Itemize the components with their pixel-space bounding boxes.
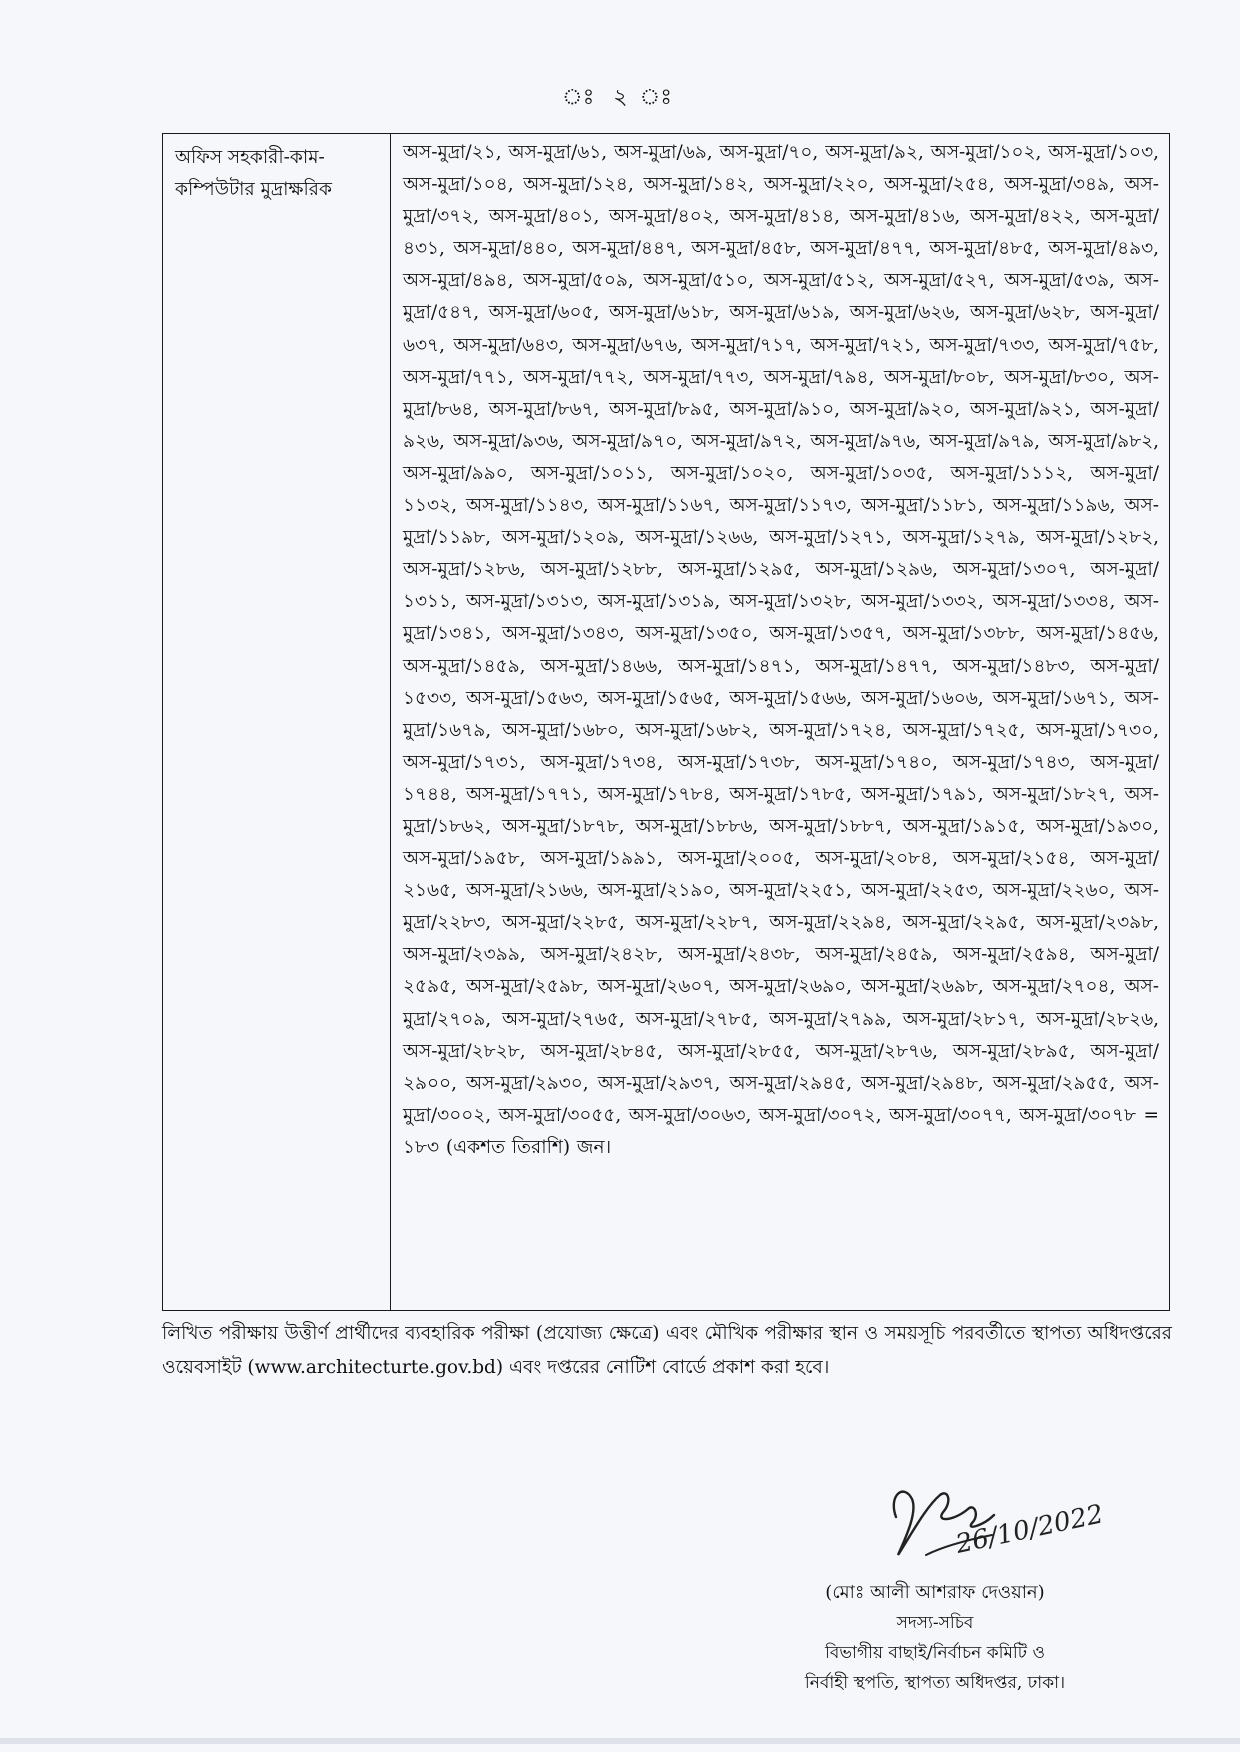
page-bottom-edge	[0, 1738, 1240, 1744]
result-table	[162, 133, 1170, 1311]
signatory-committee: বিভাগীয় বাছাই/নির্বাচন কমিটি ও	[825, 1643, 1045, 1663]
signatory-name: (মোঃ আলী আশরাফ দেওয়ান)	[825, 1582, 1045, 1603]
signatory-block	[770, 1578, 1100, 1698]
exam-notice-paragraph: লিখিত পরীক্ষায় উত্তীর্ণ প্রার্থীদের ব্যবহারিক পরীক্ষা (প্রযোজ্য ক্ষেত্রে) এবং মৌখিক পরীক্ষার স্থান ও সময়সূচি পরবর্তীতে স্থাপত্য অধিদপ্তরের ওয়েবসাইট (www.architecturte.gov.bd) এবং দপ্তরের নোটিশ বোর্ডে প্রকাশ করা হবে।	[162, 1323, 1172, 1378]
post-name: অফিস সহকারী-কাম-কম্পিউটার মুদ্রাক্ষরিক	[175, 147, 332, 200]
roll-numbers-list: অস-মুদ্রা/২১, অস-মুদ্রা/৬১, অস-মুদ্রা/৬৯, অস-মুদ্রা/৭০, অস-মুদ্রা/৯২, অস-মুদ্রা/১০২, অস-মুদ্রা/১০৩, অস-মুদ্রা/১০৪, অস-মুদ্রা/১২৪, অস-মুদ্রা/১৪২, অস-মুদ্রা/২২০, অস-মুদ্রা/২৫৪, অস-মুদ্রা/৩৪৯, অস-মুদ্রা/৩৭২, অস-মুদ্রা/৪০১, অস-মুদ্রা/৪০২, অস-মুদ্রা/৪১৪, অস-মুদ্রা/৪১৬, অস-মুদ্রা/৪২২, অস-মুদ্রা/৪৩১, অস-মুদ্রা/৪৪০, অস-মুদ্রা/৪৪৭, অস-মুদ্রা/৪৫৮, অস-মুদ্রা/৪৭৭, অস-মুদ্রা/৪৮৫, অস-মুদ্রা/৪৯৩, অস-মুদ্রা/৪৯৪, অস-মুদ্রা/৫০৯, অস-মুদ্রা/৫১০, অস-মুদ্রা/৫১২, অস-মুদ্রা/৫২৭, অস-মুদ্রা/৫৩৯, অস-মুদ্রা/৫৪৭, অস-মুদ্রা/৬০৫, অস-মুদ্রা/৬১৮, অস-মুদ্রা/৬১৯, অস-মুদ্রা/৬২৬, অস-মুদ্রা/৬২৮, অস-মুদ্রা/৬৩৭, অস-মুদ্রা/৬৪৩, অস-মুদ্রা/৬৭৬, অস-মুদ্রা/৭১৭, অস-মুদ্রা/৭২১, অস-মুদ্রা/৭৩৩, অস-মুদ্রা/৭৫৮, অস-মুদ্রা/৭৭১, অস-মুদ্রা/৭৭২, অস-মুদ্রা/৭৭৩, অস-মুদ্রা/৭৯৪, অস-মুদ্রা/৮০৮, অস-মুদ্রা/৮৩০, অস-মুদ্রা/৮৬৪, অস-মুদ্রা/৮৬৭, অস-মুদ্রা/৮৯৫, অস-মুদ্রা/৯১০, অস-মুদ্রা/৯২০, অস-মুদ্রা/৯২১, অস-মুদ্রা/৯২৬, অস-মুদ্রা/৯৩৬, অস-মুদ্রা/৯৭০, অস-মুদ্রা/৯৭২, অস-মুদ্রা/৯৭৬, অস-মুদ্রা/৯৭৯, অস-মুদ্রা/৯৮২, অস-মুদ্রা/৯৯০, অস-মুদ্রা/১০১১, অস-মুদ্রা/১০২০, অস-মুদ্রা/১০৩৫, অস-মুদ্রা/১১১২, অস-মুদ্রা/১১৩২, অস-মুদ্রা/১১৪৩, অস-মুদ্রা/১১৬৭, অস-মুদ্রা/১১৭৩, অস-মুদ্রা/১১৮১, অস-মুদ্রা/১১৯৬, অস-মুদ্রা/১১৯৮, অস-মুদ্রা/১২০৯, অস-মুদ্রা/১২৬৬, অস-মুদ্রা/১২৭১, অস-মুদ্রা/১২৭৯, অস-মুদ্রা/১২৮২, অস-মুদ্রা/১২৮৬, অস-মুদ্রা/১২৮৮, অস-মুদ্রা/১২৯৫, অস-মুদ্রা/১২৯৬, অস-মুদ্রা/১৩০৭, অস-মুদ্রা/১৩১১, অস-মুদ্রা/১৩১৩, অস-মুদ্রা/১৩১৯, অস-মুদ্রা/১৩২৮, অস-মুদ্রা/১৩৩২, অস-মুদ্রা/১৩৩৪, অস-মুদ্রা/১৩৪১, অস-মুদ্রা/১৩৪৩, অস-মুদ্রা/১৩৫০, অস-মুদ্রা/১৩৫৭, অস-মুদ্রা/১৩৮৮, অস-মুদ্রা/১৪৫৬, অস-মুদ্রা/১৪৫৯, অস-মুদ্রা/১৪৬৬, অস-মুদ্রা/১৪৭১, অস-মুদ্রা/১৪৭৭, অস-মুদ্রা/১৪৮৩, অস-মুদ্রা/১৫৩৩, অস-মুদ্রা/১৫৬৩, অস-মুদ্রা/১৫৬৫, অস-মুদ্রা/১৫৬৬, অস-মুদ্রা/১৬০৬, অস-মুদ্রা/১৬৭১, অস-মুদ্রা/১৬৭৯, অস-মুদ্রা/১৬৮০, অস-মুদ্রা/১৬৮২, অস-মুদ্রা/১৭২৪, অস-মুদ্রা/১৭২৫, অস-মুদ্রা/১৭৩০, অস-মুদ্রা/১৭৩১, অস-মুদ্রা/১৭৩৪, অস-মুদ্রা/১৭৩৮, অস-মুদ্রা/১৭৪০, অস-মুদ্রা/১৭৪৩, অস-মুদ্রা/১৭৪৪, অস-মুদ্রা/১৭৭১, অস-মুদ্রা/১৭৮৪, অস-মুদ্রা/১৭৮৫, অস-মুদ্রা/১৭৯১, অস-মুদ্রা/১৮২৭, অস-মুদ্রা/১৮৬২, অস-মুদ্রা/১৮৭৮, অস-মুদ্রা/১৮৮৬, অস-মুদ্রা/১৮৮৭, অস-মুদ্রা/১৯১৫, অস-মুদ্রা/১৯৩০, অস-মুদ্রা/১৯৫৮, অস-মুদ্রা/১৯৯১, অস-মুদ্রা/২০০৫, অস-মুদ্রা/২০৮৪, অস-মুদ্রা/২১৫৪, অস-মুদ্রা/২১৬৫, অস-মুদ্রা/২১৬৬, অস-মুদ্রা/২১৯০, অস-মুদ্রা/২২৫১, অস-মুদ্রা/২২৫৩, অস-মুদ্রা/২২৬০, অস-মুদ্রা/২২৮৩, অস-মুদ্রা/২২৮৫, অস-মুদ্রা/২২৮৭, অস-মুদ্রা/২২৯৪, অস-মুদ্রা/২২৯৫, অস-মুদ্রা/২৩৯৮, অস-মুদ্রা/২৩৯৯, অস-মুদ্রা/২৪২৮, অস-মুদ্রা/২৪৩৮, অস-মুদ্রা/২৪৫৯, অস-মুদ্রা/২৫৯৪, অস-মুদ্রা/২৫৯৫, অস-মুদ্রা/২৫৯৮, অস-মুদ্রা/২৬০৭, অস-মুদ্রা/২৬৯০, অস-মুদ্রা/২৬৯৮, অস-মুদ্রা/২৭০৪, অস-মুদ্রা/২৭০৯, অস-মুদ্রা/২৭৬৫, অস-মুদ্রা/২৭৮৫, অস-মুদ্রা/২৭৯৯, অস-মুদ্রা/২৮১৭, অস-মুদ্রা/২৮২৬, অস-মুদ্রা/২৮২৮, অস-মুদ্রা/২৮৪৫, অস-মুদ্রা/২৮৫৫, অস-মুদ্রা/২৮৭৬, অস-মুদ্রা/২৮৯৫, অস-মুদ্রা/২৯০০, অস-মুদ্রা/২৯৩০, অস-মুদ্রা/২৯৩৭, অস-মুদ্রা/২৯৪৫, অস-মুদ্রা/২৯৪৮, অস-মুদ্রা/২৯৫৫, অস-মুদ্রা/৩০০২, অস-মুদ্রা/৩০৫৫, অস-মুদ্রা/৩০৬৩, অস-মুদ্রা/৩০৭২, অস-মুদ্রা/৩০৭৭, অস-মুদ্রা/৩০৭৮ = ১৮৩ (একশত তিরাশি) জন।	[403, 142, 1159, 1158]
signature-date-text: 26/10/2022	[953, 1499, 1107, 1560]
post-cell	[163, 134, 391, 1311]
page-number: ঃ ২ ঃ	[561, 85, 679, 110]
signatory-office: নির্বাহী স্থপতি, স্থাপত্য অধিদপ্তর, ঢাকা।	[804, 1673, 1066, 1693]
table-row	[163, 134, 1170, 1311]
signature-scribble	[882, 1455, 1112, 1575]
handwritten-signature	[882, 1455, 1112, 1579]
signatory-designation: সদস্য-সচিব	[896, 1613, 974, 1633]
roll-numbers-cell	[391, 134, 1170, 1311]
